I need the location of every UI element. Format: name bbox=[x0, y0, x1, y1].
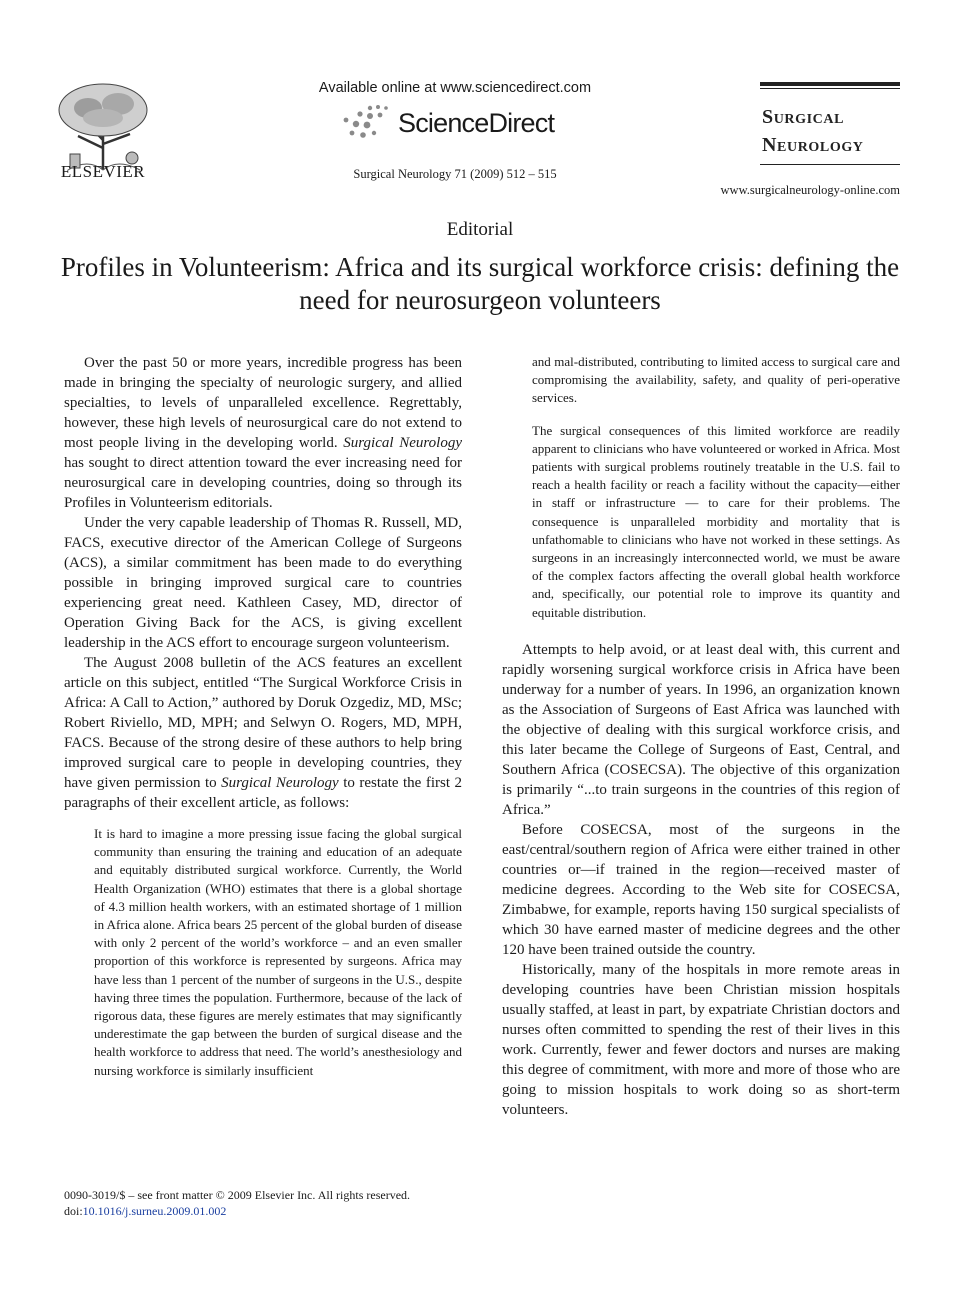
paragraph-1-text-a: Over the past 50 or more years, incredible progress has been made in bringing the specialty of neurologic surgery, and allied specialties, to levels of unparalleled excellence. Regrettably, however, these high levels of neurosurgical care do not extend to most people living in the developing world. bbox=[64, 355, 462, 451]
blockquote-1: It is hard to imagine a more pressing issue facing the global surgical community than ensuring the training and education of an adequate and equitably distributed surgical workforce. Currently, the World Health Organization (WHO) estimates that there is a global shortage of 4.3 million health workers, with an estimated shortage of 1 million in Africa alone. Africa bears 25 percent of the global burden of disease with only 2 percent of the world’s workforce – and an even smaller proportion of this workforce is represented by surgeons. Africa may have less than 1 percent of the number of surgeons in the U.S., despite having three times the population. Furthermore, because of the lack of rigorous data, these figures are merely estimates that may significantly underestimate the gap between the burden of surgical disease and the health workforce to address that need. The world’s anesthesiology and nursing workforce is similarly insufficient bbox=[94, 826, 462, 1078]
journal-italic: Surgical Neurology bbox=[343, 435, 462, 451]
section-label: Editorial bbox=[446, 219, 514, 240]
blockquote-2: The surgical consequences of this limited workforce are readily apparent to clinicians who have volunteered or worked in Africa. Most patients with surgical problems routinely treatable in the U.S. fail to reach a health facility or reach a facility without the capacity—either in staff or infrastructure — to care for their problems. The consequence is unparalleled morbidity and mortality that is unfathomable to clinicians who have not worked in these settings. As surgeons in an increasingly interconnected world, we must be aware of the complex factors affecting the overall global health workforce and, specifically, our potential role to improve its quantity and equitable distribution. bbox=[532, 422, 900, 620]
paragraph-4: Attempts to help avoid, or at least deal with, this current and rapidly worsening surgical workforce crisis in Africa have been underway for a number of years. In 1996, an organization known as the Association of Surgeons of East Africa was launched with the objective of dealing with this surgical workforce crisis, and this later became the College of Surgeons of East, Central, and Southern Africa (COSECSA). The objective of this organization is primarily “...to train surgeons in the countries of this region of Africa.” bbox=[502, 641, 900, 818]
paragraph-1-text-b: has sought to direct attention toward the ever increasing need for neurosurgical care in developing countries, doing so through its Profiles in Volunteerism editorials. bbox=[64, 455, 462, 511]
doi-prefix: doi: bbox=[64, 1204, 83, 1218]
copyright-line: 0090-3019/$ – see front matter © 2009 Elsevier Inc. All rights reserved. bbox=[64, 1188, 411, 1202]
journal-name-line2: Neurology bbox=[762, 134, 864, 156]
paragraph-5: Before COSECSA, most of the surgeons in the east/central/southern region of Africa were either trained in other countries or—if trained in the region—received master of medicine degrees. According to the Web site for COSECSA, Zimbabwe, for example, reports having 150 surgical specialists of which 30 have earned master of medicine degrees and the other 120 have been trained outside the country. bbox=[502, 821, 900, 958]
journal-rule-top bbox=[760, 82, 900, 86]
right-column bbox=[502, 353, 900, 1120]
doi-line bbox=[64, 1203, 484, 1219]
footer bbox=[64, 1187, 484, 1219]
journal-rule-bottom bbox=[760, 164, 900, 165]
journal-citation: Surgical Neurology 71 (2009) 512 – 515 bbox=[353, 167, 557, 181]
journal-italic: Surgical Neurology bbox=[221, 775, 339, 791]
paragraph-2: Under the very capable leadership of Thomas R. Russell, MD, FACS, executive director of the American College of Surgeons (ACS), a similar commitment has been made to do everything possible in bringing improved surgical care to countries experiencing great need. Kathleen Casey, MD, director of Operation Giving Back for the ACS, is giving excellent leadership in the ACS effort to encourage surgeon volunteerism. bbox=[64, 515, 462, 651]
journal-url[interactable]: www.surgicalneurology-online.com bbox=[720, 183, 900, 197]
journal-name bbox=[762, 103, 864, 159]
publisher-name: ELSEVIER bbox=[60, 162, 146, 181]
sciencedirect-wordmark: ScienceDirect bbox=[398, 108, 555, 138]
paragraph-3 bbox=[64, 653, 462, 813]
journal-name-line1: Surgical bbox=[762, 106, 845, 128]
paragraph-6: Historically, many of the hospitals in more remote areas in developing countries have been Christian mission hospitals usually staffed, at least in part, by expatriate Christian doctors and nurses often committed to spending the rest of their lives in this work. Currently, fewer and fewer doctors and nurses are making this degree of commitment, with more and more of those who are going to mission hospitals to work doing so as short-term volunteers. bbox=[502, 961, 900, 1118]
left-column bbox=[64, 353, 462, 1080]
available-online-text: Available online at www.sciencedirect.com bbox=[318, 80, 592, 96]
doi-link[interactable]: 10.1016/j.surneu.2009.01.002 bbox=[82, 1204, 227, 1218]
article-title: Profiles in Volunteerism: Africa and its surgical workforce crisis: defining the need for neurosurgeon volunteers bbox=[60, 252, 900, 315]
paragraph-3-text-b: to restate the first 2 paragraphs of their excellent article, as follows: bbox=[64, 775, 463, 811]
journal-rule-top-thin bbox=[760, 88, 900, 89]
blockquote-1-continued: and mal-distributed, contributing to limited access to surgical care and compromising the availability, safety, and quality of peri-operative services. bbox=[532, 354, 900, 406]
sciencedirect-dots-icon bbox=[340, 104, 396, 140]
paragraph-1 bbox=[64, 353, 462, 513]
paragraph-3-text-a: The August 2008 bulletin of the ACS features an excellent article on this subject, entitled “The Surgical Workforce Crisis in Africa: A Call to Action,” authored by Doruk Ozgediz, MD, MSc; Robert Riviello, MD, MPH; and Selwyn O. Rogers, MD, MPH, FACS. Because of the strong desire of these authors to help bring improved surgical care to people in developing countries, they have given permission to bbox=[64, 655, 462, 791]
